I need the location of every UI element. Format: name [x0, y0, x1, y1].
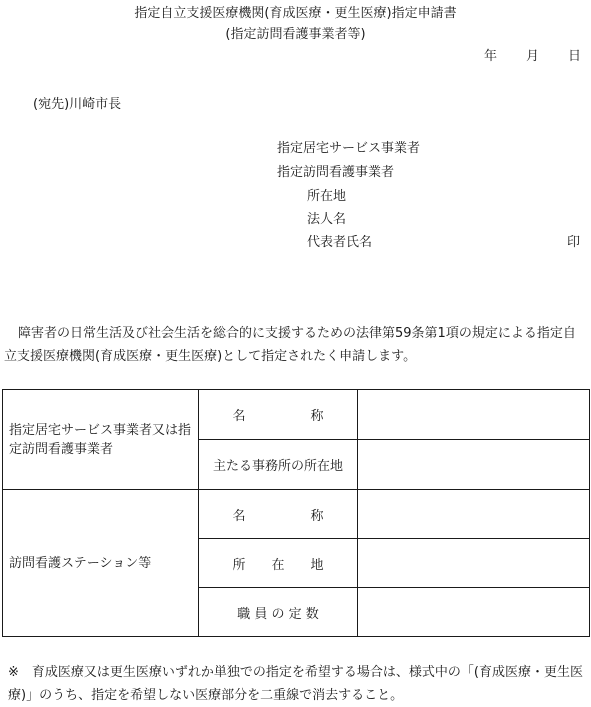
date-month-label: 月 — [526, 49, 540, 64]
staff-count-label: 職 員 の 定 数 — [199, 588, 358, 637]
applicant-corp-label: 法人名 — [307, 212, 347, 227]
station-address-label: 所 在 地 — [199, 539, 358, 588]
seal-mark: 印 — [567, 235, 581, 250]
staff-count-field[interactable] — [358, 588, 590, 637]
applicant-rep-label: 代表者氏名 — [307, 235, 373, 250]
applicant-type-1: 指定居宅サービス事業者 — [277, 141, 421, 156]
station-name-label: 名 称 — [199, 490, 358, 539]
station-address-field[interactable] — [358, 539, 590, 588]
applicant-address-label: 所在地 — [307, 189, 347, 204]
operator-office-address-field[interactable] — [358, 440, 590, 490]
station-name-field[interactable] — [358, 490, 590, 539]
applicant-type-2: 指定訪問看護事業者 — [277, 165, 395, 180]
operator-name-label: 名 称 — [199, 390, 358, 440]
footnote: ※ 育成医療又は更生医療いずれか単独での指定を希望する場合は、様式中の「(育成医療・更生医療)」のうち、指定を希望しない医療部分を二重線で消去すること。 — [8, 665, 583, 703]
operator-name-field[interactable] — [358, 390, 590, 440]
operator-office-address-label: 主たる事務所の所在地 — [199, 440, 358, 490]
addressee: (宛先)川崎市長 — [33, 97, 122, 112]
date-day-label: 日 — [568, 49, 582, 64]
form-subtitle: (指定訪問看護事業者等) — [225, 27, 366, 42]
application-statement: 障害者の日常生活及び社会生活を総合的に支援するための法律第59条第1項の規定による指定自立支援医療機関(育成医療・更生医療)として指定されたく申請します。 — [4, 326, 576, 364]
date-year-label: 年 — [484, 49, 498, 64]
application-table — [2, 389, 590, 637]
section-operator-label: 指定居宅サービス事業者又は指定訪問看護事業者 — [3, 390, 199, 490]
section-station-label: 訪問看護ステーション等 — [3, 490, 199, 637]
form-title: 指定自立支援医療機関(育成医療・更生医療)指定申請書 — [134, 6, 457, 21]
